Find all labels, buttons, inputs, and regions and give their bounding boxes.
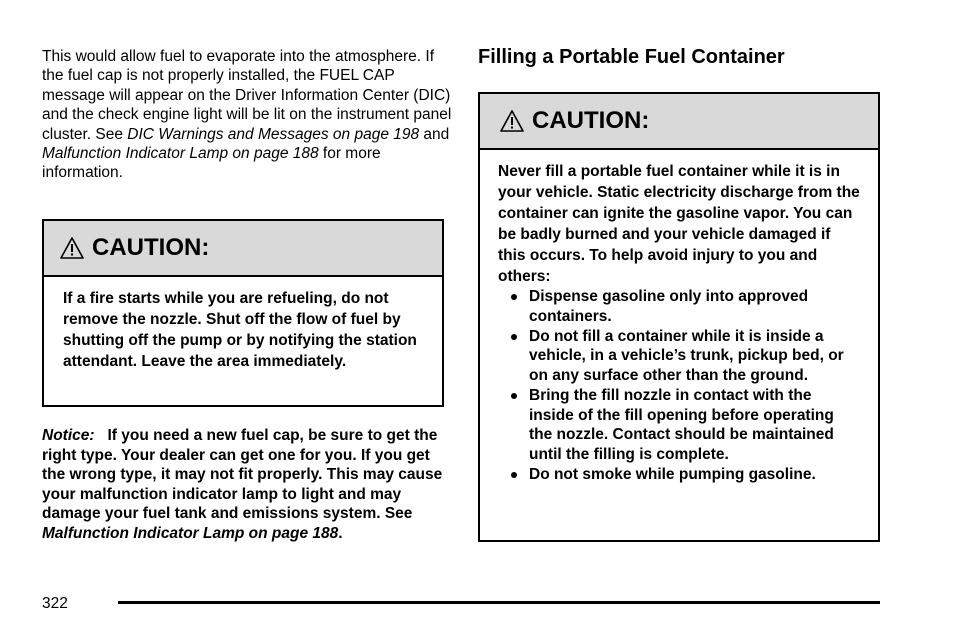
- warning-triangle-icon: [500, 109, 524, 133]
- caution-intro-text: Never fill a portable fuel container while it is in your vehicle. Static electricity discharge from the container can ignite the gasoline vapor. You can be badly burned and your vehicle damaged if this occurs. To help avoid injury to you and others:: [498, 163, 860, 285]
- caution-body: If a fire starts while you are refueling, do not remove the nozzle. Shut off the flow of fuel by shutting off the pump or by notifying the station attendant. Leave the area immediately.: [63, 290, 417, 370]
- list-item: Bring the fill nozzle in contact with the inside of the fill opening before operating the nozzle. Contact should be maintained until the filling is complete.: [498, 386, 860, 464]
- caution-box-fire: [42, 219, 444, 407]
- caution-box-portable: [478, 92, 880, 542]
- caution-body: [480, 150, 878, 485]
- notice-paragraph: [42, 426, 448, 544]
- bullet-list: [498, 287, 860, 485]
- list-item: Do not smoke while pumping gasoline.: [498, 465, 860, 485]
- caution-label: CAUTION:: [92, 234, 210, 261]
- intro-text-2: and: [419, 125, 450, 143]
- intro-text-1: This would allow fuel to evaporate into the atmosphere. If the fuel cap is not properly installed, the FUEL CAP message will appear on the Driver Information Center (DIC) and the check engine light will be lit on the instrument panel cluster. See: [42, 48, 452, 143]
- intro-text-3: for more information.: [42, 145, 381, 182]
- notice-label: Notice:: [42, 427, 95, 444]
- list-item: Dispense gasoline only into approved containers.: [498, 287, 860, 326]
- notice-end: .: [338, 524, 343, 542]
- intro-ref-dic: DIC Warnings and Messages on page 198: [127, 125, 420, 143]
- caution-header: [480, 94, 878, 150]
- intro-ref-mil: Malfunction Indicator Lamp on page 188: [42, 145, 319, 163]
- footer-rule: [118, 601, 880, 604]
- caution-label: CAUTION:: [532, 107, 650, 134]
- warning-triangle-icon: [60, 236, 84, 260]
- intro-paragraph: [42, 47, 452, 183]
- list-item: Do not fill a container while it is inside a vehicle, in a vehicle’s trunk, pickup bed, or on any surface other than the ground.: [498, 327, 860, 386]
- page-number: 322: [42, 595, 68, 612]
- section-title: Filling a Portable Fuel Container: [478, 46, 785, 68]
- caution-header: [44, 221, 442, 277]
- notice-ref: Malfunction Indicator Lamp on page 188: [42, 524, 339, 542]
- notice-text: If you need a new fuel cap, be sure to get the right type. Your dealer can get one for you. If you get the wrong type, it may not fit properly. This may cause your malfunction indicator lamp to light and may damage your fuel tank and emissions system. See: [42, 427, 443, 523]
